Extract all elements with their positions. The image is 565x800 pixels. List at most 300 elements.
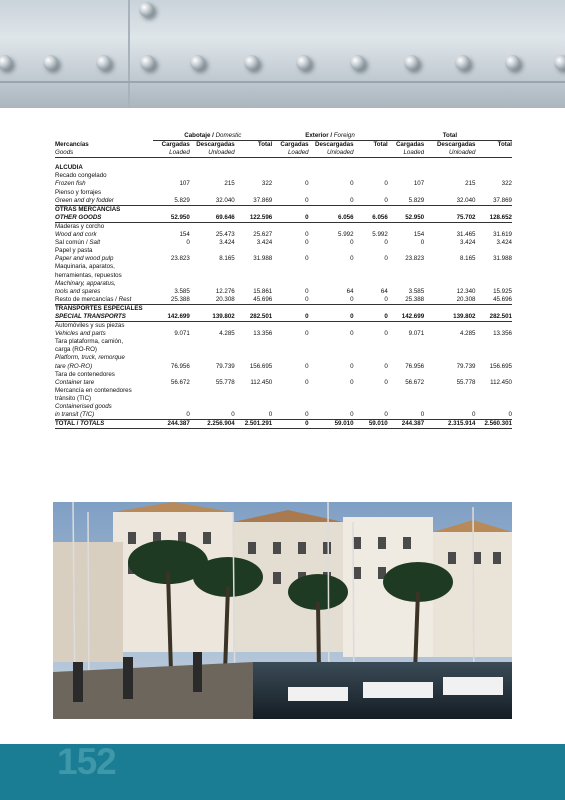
table-cell: 37.869 (253, 196, 273, 204)
table-cell: 0 (305, 255, 309, 263)
table-cell (354, 346, 388, 354)
group-en: Foreign (333, 132, 355, 139)
label-en: Salt (89, 239, 101, 247)
table-cell: 0 (305, 362, 309, 370)
table-cell: 107 (413, 180, 425, 188)
table-cell (190, 304, 235, 313)
rivet-icon (96, 55, 111, 70)
label-en: SPECIAL TRANSPORTS (55, 312, 126, 320)
table-cell (153, 322, 189, 331)
table-cell: 5.829 (408, 196, 425, 204)
table-cell (424, 346, 475, 354)
rivet-icon (244, 55, 259, 70)
table-cell (190, 272, 235, 280)
table-cell (424, 247, 475, 255)
table-cell: 322 (501, 180, 512, 188)
rivet-icon (404, 55, 419, 70)
table-cell (354, 280, 388, 288)
table-row (55, 197, 512, 206)
table-cell (235, 247, 272, 255)
table-cell: 0 (350, 411, 354, 419)
label-en: tools and spares (55, 287, 101, 295)
table-cell (309, 338, 354, 346)
label-en: Paper and wood pulp (55, 255, 114, 263)
table-cell: 112.450 (490, 378, 512, 386)
table-cell: 4.285 (219, 330, 235, 338)
table-cell (272, 172, 308, 180)
table-cell: 0 (384, 378, 388, 386)
table-cell (272, 304, 308, 313)
table-cell: 0 (305, 295, 309, 303)
table-cell: 139.802 (424, 313, 475, 322)
table-cell: 0 (508, 411, 512, 419)
table-row (55, 189, 512, 197)
table-cell (354, 172, 388, 180)
table-cell (235, 395, 272, 403)
group-header-row (55, 132, 512, 141)
table-cell (153, 189, 189, 197)
table-cell (190, 346, 235, 354)
table-cell: 37.869 (493, 196, 512, 204)
column-descargadas: Descargadas (436, 141, 476, 149)
table-cell (388, 272, 424, 280)
label-en: Frozen fish (55, 180, 86, 188)
table-cell: 31.988 (493, 255, 512, 263)
table-cell: 0 (384, 362, 388, 370)
table-cell (309, 263, 354, 271)
table-cell (235, 387, 272, 395)
row-label (55, 338, 153, 346)
table-cell: 0 (305, 330, 309, 338)
table-cell (354, 205, 388, 214)
table-cell (309, 346, 354, 354)
table-cell (424, 222, 475, 231)
label-es: herramientas, repuestos (55, 271, 122, 279)
table-cell (424, 189, 475, 197)
table-cell (388, 395, 424, 403)
table-cell: 0 (384, 295, 388, 303)
group-header-domestic: Cabotaje / Domestic (153, 132, 272, 141)
table-cell: 23.823 (405, 255, 425, 263)
table-cell (354, 403, 388, 411)
table-row (55, 313, 512, 322)
table-row (55, 247, 512, 255)
label-es: OTRAS MERCANCÍAS (55, 205, 121, 213)
page-number: 152 (57, 741, 116, 782)
table-cell: 0 (305, 411, 309, 419)
port-name: ALCUDIA (55, 164, 83, 172)
table-cell: 12.276 (215, 287, 235, 295)
table-cell (388, 304, 424, 313)
table-cell: 3.424 (496, 239, 512, 247)
table-cell (476, 403, 513, 411)
table-cell: 31.619 (493, 231, 512, 239)
table-cell: 244.387 (388, 420, 424, 429)
table-row (55, 205, 512, 214)
table-cell (424, 280, 475, 288)
label-es: Mercancía en contenedores (55, 386, 132, 394)
table-cell: 2.501.291 (235, 420, 272, 429)
row-label (55, 363, 153, 371)
table-cell: 6.056 (354, 214, 388, 223)
harbour-photo (53, 502, 512, 719)
table-cell (388, 189, 424, 197)
table-cell: 0 (384, 180, 388, 188)
table-cell: 0 (384, 196, 388, 204)
table-cell (235, 338, 272, 346)
table-cell (388, 172, 424, 180)
table-cell (272, 387, 308, 395)
table-cell (153, 346, 189, 354)
table-cell (272, 371, 308, 379)
row-label (55, 189, 153, 197)
table-cell (388, 222, 424, 231)
port-heading-row (55, 164, 512, 172)
table-cell (153, 387, 189, 395)
row-label (55, 379, 153, 387)
row-label (55, 395, 153, 403)
table-cell (309, 403, 354, 411)
table-cell: 64 (380, 287, 388, 295)
row-label (55, 247, 153, 255)
row-label (55, 313, 153, 322)
table-cell: 282.501 (476, 313, 513, 322)
table-cell: 59.010 (309, 420, 354, 429)
table-cell: 3.424 (460, 239, 476, 247)
table-cell: 0 (186, 411, 190, 419)
table-cell: 55.778 (456, 378, 476, 386)
table-cell: 9.071 (408, 330, 425, 338)
table-cell (235, 272, 272, 280)
table-cell: 0 (305, 287, 309, 295)
label-es: Sal común / (55, 239, 90, 247)
rivet-icon (505, 55, 520, 70)
label-en: Vehicles and parts (55, 330, 106, 338)
row-label (55, 346, 153, 354)
rivet-icon (0, 55, 12, 70)
table-row (55, 214, 512, 223)
table-cell: 2.560.301 (476, 420, 513, 429)
table-cell: 5.829 (174, 196, 190, 204)
label-es: Pienso y forrajes (55, 188, 102, 196)
rivet-icon (190, 55, 205, 70)
table-cell: 4.285 (460, 330, 476, 338)
table-cell: 0 (350, 196, 354, 204)
table-row (55, 231, 512, 239)
column-unloaded: Unloaded (424, 149, 475, 158)
table-cell (153, 304, 189, 313)
label-en: tare (RO-RO) (55, 362, 93, 370)
table-cell: 5.992 (372, 231, 388, 239)
table-cell: 0 (350, 239, 354, 247)
label-en: Green and dry fodder (55, 196, 114, 204)
table-cell (476, 247, 513, 255)
column-total: Total (497, 141, 512, 149)
label-en: Rest (118, 295, 132, 303)
table-cell (235, 205, 272, 214)
label-es: Maderas y corcho (55, 222, 105, 230)
table-cell: 107 (179, 180, 190, 188)
table-cell (153, 354, 189, 362)
table-cell: 0 (305, 196, 309, 204)
rivet-icon (455, 55, 470, 70)
table-cell: 20.308 (215, 295, 235, 303)
table-row (55, 411, 512, 420)
row-label (55, 322, 153, 331)
table-row (55, 354, 512, 362)
table-cell (309, 387, 354, 395)
row-label (55, 231, 153, 239)
table-cell (424, 205, 475, 214)
table-cell: 9.071 (174, 330, 190, 338)
table-cell (153, 263, 189, 271)
row-label (55, 214, 153, 223)
row-label (55, 263, 153, 271)
label-en: Wood and cork (55, 231, 97, 239)
row-label (55, 288, 153, 296)
table-cell: 5.992 (338, 231, 354, 239)
table-cell (153, 205, 189, 214)
table-cell (153, 338, 189, 346)
table-cell: 13.356 (493, 330, 512, 338)
header-metal-band (0, 0, 565, 108)
table-cell: 69.646 (190, 214, 235, 223)
table-cell (309, 354, 354, 362)
table-cell (309, 371, 354, 379)
row-label (55, 172, 153, 180)
table-cell (476, 338, 513, 346)
table-row (55, 338, 512, 346)
table-row (55, 172, 512, 180)
table-row (55, 403, 512, 411)
rivet-icon (43, 55, 58, 70)
plate-seam (0, 81, 565, 83)
group-es: Exterior (305, 132, 329, 139)
label-es: TOTAL / (55, 420, 81, 428)
table-cell: 0 (305, 239, 309, 247)
column-cargadas: Cargadas (395, 141, 425, 149)
table-cell (190, 280, 235, 288)
table-cell: 0 (309, 313, 354, 322)
table-cell: 142.699 (153, 313, 189, 322)
table-cell (388, 280, 424, 288)
harbour-photo-drawing (53, 502, 512, 719)
table-cell: 15.861 (253, 287, 273, 295)
table-cell: 25.473 (215, 231, 235, 239)
table-cell: 0 (384, 255, 388, 263)
table-cell: 0 (384, 330, 388, 338)
table-cell (190, 247, 235, 255)
table-cell (309, 280, 354, 288)
table-row (55, 255, 512, 263)
table-cell (235, 371, 272, 379)
table-cell: 31.988 (253, 255, 273, 263)
table-cell (476, 304, 513, 313)
table-cell: 12.340 (456, 287, 476, 295)
column-unloaded: Unloaded (309, 149, 354, 158)
row-label (55, 387, 153, 395)
table-row (55, 395, 512, 403)
table-cell: 0 (186, 239, 190, 247)
table-row (55, 363, 512, 371)
table-cell: 8.165 (460, 255, 476, 263)
table-cell: 156.695 (249, 362, 273, 370)
table-cell: 0 (350, 295, 354, 303)
table-cell (190, 354, 235, 362)
table-cell (272, 322, 308, 331)
label-es: Tara de contenedores (55, 370, 115, 378)
table-cell (190, 222, 235, 231)
table-cell: 8.165 (219, 255, 235, 263)
table-cell: 3.424 (219, 239, 235, 247)
table-cell: 0 (350, 180, 354, 188)
table-cell (272, 354, 308, 362)
table-cell: 0 (231, 411, 235, 419)
row-label (55, 272, 153, 280)
table-cell: 156.695 (489, 362, 512, 370)
table-cell (388, 403, 424, 411)
column-unloaded: Unloaded (190, 149, 235, 158)
table-cell: 15.925 (493, 287, 512, 295)
table-row (55, 222, 512, 231)
row-label (55, 403, 153, 411)
table-cell: 112.450 (250, 378, 273, 386)
table-cell: 31.465 (456, 231, 476, 239)
column-descargadas: Descargadas (196, 141, 235, 149)
table-cell (190, 189, 235, 197)
table-cell (235, 403, 272, 411)
group-header-total: Total (388, 132, 512, 141)
table-cell (388, 338, 424, 346)
table-cell (388, 263, 424, 271)
label-es: Resto de mercancías / (55, 295, 119, 303)
label-es: TRANSPORTES ESPECIALES (55, 304, 143, 312)
table-cell (476, 354, 513, 362)
table-cell: 56.672 (405, 378, 425, 386)
table-cell (190, 371, 235, 379)
table-row (55, 387, 512, 395)
table-cell: 25.388 (170, 295, 190, 303)
table-cell (476, 205, 513, 214)
row-label (55, 304, 153, 313)
label-es: Recado congelado (55, 172, 107, 180)
table-cell (235, 222, 272, 231)
table-row (55, 263, 512, 271)
row-label (55, 197, 153, 206)
table-cell (272, 272, 308, 280)
rivet-icon (140, 55, 155, 70)
table-cell (424, 354, 475, 362)
table-cell: 25.627 (253, 231, 273, 239)
table-cell (190, 172, 235, 180)
table-row (55, 280, 512, 288)
label-en: Machinary, apparatus, (55, 279, 116, 287)
table-cell (476, 395, 513, 403)
table-cell (272, 222, 308, 231)
table-cell (424, 371, 475, 379)
port-traffic-table (55, 132, 512, 429)
column-cargadas: Cargadas (280, 141, 309, 149)
table-cell: 0 (420, 239, 425, 247)
table-cell (309, 222, 354, 231)
table-cell (272, 247, 308, 255)
column-loaded: Loaded (388, 149, 424, 158)
table-cell (153, 371, 189, 379)
table-cell: 0 (350, 255, 354, 263)
label-en: in transit (TIC) (55, 411, 95, 419)
table-cell: 0 (272, 420, 308, 429)
table-cell: 0 (305, 180, 309, 188)
table-cell: 282.501 (235, 313, 272, 322)
row-label (55, 354, 153, 362)
table-cell: 59.010 (354, 420, 388, 429)
table-cell (354, 354, 388, 362)
column-goods-en: Goods (55, 149, 153, 158)
table-cell (272, 403, 308, 411)
table-cell: 32.040 (456, 196, 476, 204)
table-cell (388, 247, 424, 255)
table-cell: 0 (305, 231, 309, 239)
table-cell: 76.956 (405, 362, 425, 370)
table-row (55, 288, 512, 296)
table-cell (190, 322, 235, 331)
table-cell: 45.696 (253, 295, 273, 303)
table-cell (309, 272, 354, 280)
table-cell (235, 322, 272, 331)
table-cell: 6.056 (309, 214, 354, 223)
table-cell: 0 (354, 313, 388, 322)
table-cell (388, 346, 424, 354)
total-row (55, 420, 512, 429)
table-cell (388, 371, 424, 379)
table-cell (153, 272, 189, 280)
table-cell (354, 395, 388, 403)
plate-seam (128, 0, 130, 108)
table-body (55, 158, 512, 429)
column-total: Total (373, 141, 388, 149)
table-cell (476, 172, 513, 180)
table-cell (388, 387, 424, 395)
table-cell: 215 (465, 180, 476, 188)
table-cell: 0 (420, 411, 425, 419)
table-cell (388, 354, 424, 362)
rivet-icon (139, 2, 154, 17)
table-cell: 154 (179, 231, 190, 239)
table-cell: 2.315.914 (424, 420, 475, 429)
table-cell (476, 222, 513, 231)
table-cell: 0 (350, 362, 354, 370)
table-cell (354, 272, 388, 280)
label-es: tránsito (TIC) (55, 394, 92, 402)
table-cell (235, 346, 272, 354)
table-cell (354, 247, 388, 255)
table-cell: 0 (472, 411, 476, 419)
label-es: Tara plataforma, camión, (55, 338, 124, 346)
table-cell (190, 338, 235, 346)
row-label (55, 255, 153, 263)
table-row (55, 272, 512, 280)
table-cell (354, 322, 388, 331)
table-cell (153, 395, 189, 403)
table-cell (424, 338, 475, 346)
table-cell (235, 189, 272, 197)
table-cell (235, 354, 272, 362)
table-cell: 3.585 (174, 287, 190, 295)
label-es: Maquinaria, aparatos, (55, 263, 115, 271)
table-row (55, 180, 512, 188)
table-cell (354, 387, 388, 395)
table-cell (476, 189, 513, 197)
